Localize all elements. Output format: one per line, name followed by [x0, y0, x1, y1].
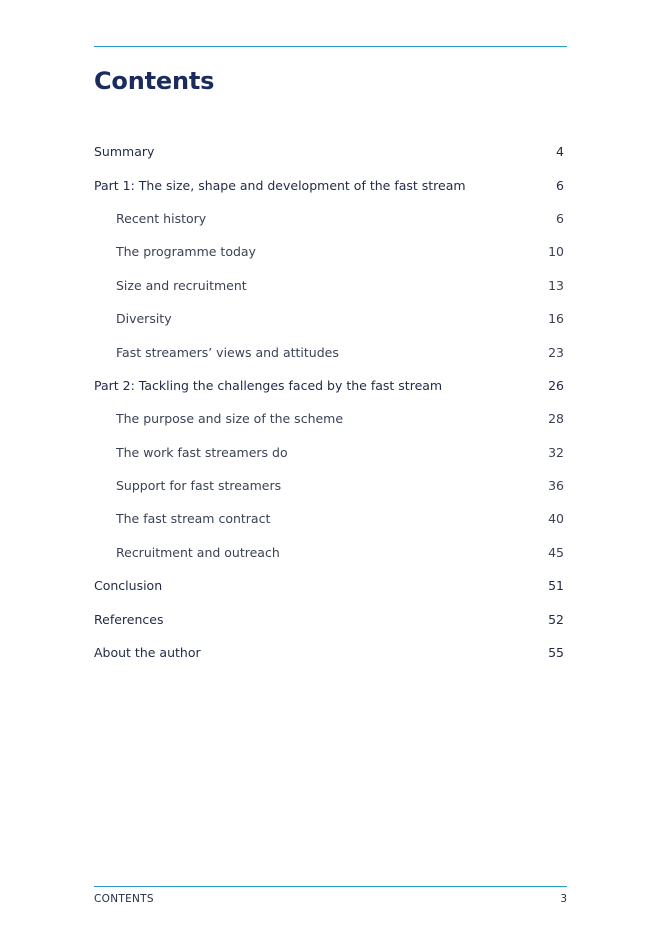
toc-entry-label: The fast stream contract — [116, 511, 271, 527]
toc-entry-diversity[interactable] — [94, 302, 564, 335]
toc-entry-support[interactable] — [94, 469, 564, 502]
toc-entry-contract[interactable] — [94, 502, 564, 535]
toc-entry-page: 26 — [548, 377, 564, 393]
toc-entry-summary[interactable] — [94, 135, 564, 168]
footer-page-number: 3 — [560, 893, 567, 905]
toc-entry-label: Size and recruitment — [116, 277, 247, 293]
toc-entry-purpose-size[interactable] — [94, 402, 564, 435]
toc-entry-recruitment-outreach[interactable] — [94, 536, 564, 569]
toc-entry-references[interactable] — [94, 602, 564, 635]
footer-section-label: CONTENTS — [94, 893, 154, 905]
toc-entry-work[interactable] — [94, 436, 564, 469]
toc-entry-size-recruitment[interactable] — [94, 269, 564, 302]
toc-entry-views-attitudes[interactable] — [94, 335, 564, 368]
toc-entry-part-1[interactable] — [94, 168, 564, 201]
toc-entry-label: Recruitment and outreach — [116, 544, 280, 560]
toc-entry-about-author[interactable] — [94, 636, 564, 669]
toc-entry-label: The programme today — [116, 244, 256, 260]
toc-entry-page: 13 — [548, 277, 564, 293]
toc-entry-label: Conclusion — [94, 578, 163, 594]
toc-entry-part-2[interactable] — [94, 369, 564, 402]
footer-rule — [94, 886, 567, 887]
toc-entry-label: Diversity — [116, 311, 172, 327]
toc-entry-label: The work fast streamers do — [116, 444, 288, 460]
toc-entry-page: 55 — [548, 645, 564, 661]
toc-entry-conclusion[interactable] — [94, 569, 564, 602]
toc-entry-page: 6 — [556, 210, 564, 226]
toc-entry-page: 10 — [548, 244, 564, 260]
toc-entry-label: Fast streamers’ views and attitudes — [116, 344, 339, 360]
toc-entry-label: Part 2: Tackling the challenges faced by the fast stream — [94, 377, 443, 393]
toc-entry-page: 28 — [548, 411, 564, 427]
toc-entry-label: Support for fast streamers — [116, 478, 282, 494]
toc-entry-label: Part 1: The size, shape and development of the fast stream — [94, 177, 466, 193]
toc-entry-page: 16 — [548, 311, 564, 327]
toc-entry-page: 45 — [548, 544, 564, 560]
page-title: Contents — [94, 67, 215, 95]
toc-entry-page: 6 — [556, 177, 564, 193]
toc-entry-page: 4 — [556, 144, 564, 160]
toc-entry-page: 51 — [548, 578, 564, 594]
toc-entry-recent-history[interactable] — [94, 202, 564, 235]
toc-entry-page: 52 — [548, 611, 564, 627]
toc-entry-label: Summary — [94, 144, 155, 160]
toc-entry-label: References — [94, 611, 164, 627]
toc-entry-page: 36 — [548, 478, 564, 494]
toc-entry-page: 32 — [548, 444, 564, 460]
toc-entry-label: The purpose and size of the scheme — [116, 411, 344, 427]
toc-entry-label: Recent history — [116, 210, 207, 226]
toc-entry-page: 23 — [548, 344, 564, 360]
header-rule — [94, 46, 567, 47]
toc-entry-label: About the author — [94, 645, 201, 661]
toc-entry-page: 40 — [548, 511, 564, 527]
toc-entry-programme-today[interactable] — [94, 235, 564, 268]
table-of-contents — [94, 135, 564, 669]
